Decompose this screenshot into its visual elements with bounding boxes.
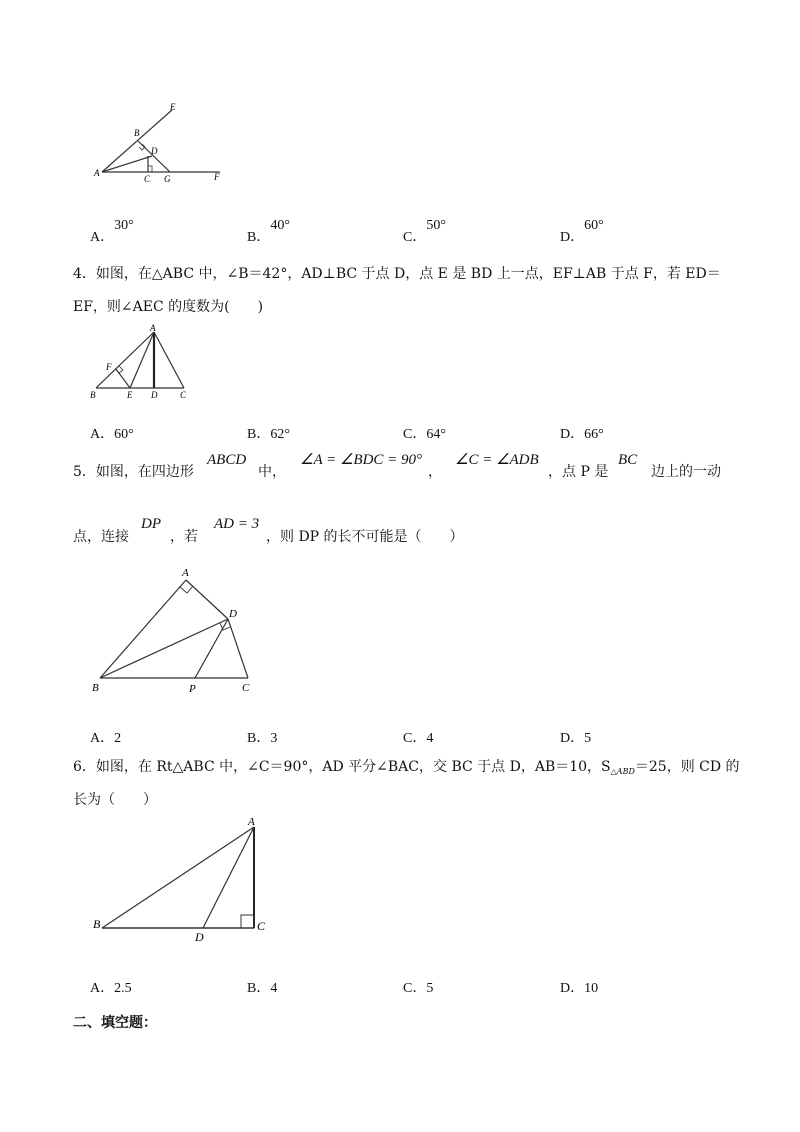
section-heading-fill-in: 二、填空题： [73,1015,157,1031]
fig4-label-c: C [180,390,187,400]
option-letter: C． [403,981,427,996]
q5-line2-b: ，若 [170,529,198,545]
q4-option-c[interactable] [403,423,446,443]
q6-area-subscript: △ABD [610,767,635,776]
option-letter: A． [90,230,115,245]
fig6-label-a: A [248,816,255,828]
q5-option-d[interactable] [560,727,591,747]
option-value: 40° [270,218,290,233]
q3-option-c[interactable] [403,218,446,246]
option-letter: B． [247,981,271,996]
option-letter: D． [560,731,585,746]
option-value: 30° [114,218,134,233]
q5-math-angle-c: ∠C = ∠ADB [455,452,539,468]
option-letter: D． [560,230,585,245]
q4-option-a[interactable] [90,423,134,443]
q4-line1: 4．如图，在△ABC 中，∠B＝42°，AD⊥BC 于点 D，点 E 是 BD 上一点，EF⊥AB 于点 F，若 ED＝ [73,266,721,282]
q5-text-1: 5．如图，在四边形 [73,464,194,480]
option-value: 4 [270,981,278,996]
q4-option-d[interactable] [560,423,604,443]
q5-text-3: ， [428,464,442,480]
q5-math-ad: AD = 3 [214,516,260,532]
q5-text-4: ，点 P 是 [548,464,609,480]
option-letter: A． [90,427,115,442]
fig5-label-a: A [182,567,189,579]
q5-math-dp: DP [141,516,161,532]
option-letter: D． [560,427,585,442]
q3-option-d[interactable] [560,218,604,246]
option-value: 62° [270,427,290,442]
option-value: 5 [584,731,592,746]
fig3-label-f: F [214,172,220,182]
option-value: 2.5 [114,981,132,996]
fig5-label-d: D [229,608,237,620]
q6-option-c[interactable] [403,977,433,997]
q5-math-bc: BC [618,452,638,468]
q6-line2: 长为（ ） [73,792,157,808]
fig6-label-b: B [93,917,101,931]
option-letter: C． [403,427,427,442]
q6-option-d[interactable] [560,977,598,997]
figure-q5 [88,563,268,698]
option-letter: C． [403,230,427,245]
q4-option-b[interactable] [247,423,290,443]
fig4-label-b: B [90,390,96,400]
q5-math-abcd: ABCD [207,452,247,468]
option-letter: D． [560,981,585,996]
fig3-label-c: C [144,174,151,184]
figure-q6 [88,815,288,950]
option-letter: B． [247,427,271,442]
q5-line2-c: ，则 DP 的长不可能是（ ） [266,529,464,545]
q5-option-b[interactable] [247,727,277,747]
fig5-label-p: P [189,683,196,695]
fig4-label-f: F [106,362,112,372]
q6-line1-start: 6．如图，在 Rt△ABC 中，∠C＝90°，AD 平分∠BAC，交 BC 于点 D，AB＝10，S [73,759,611,775]
option-value: 3 [270,731,278,746]
option-value: 4 [426,731,434,746]
q5-line2-a: 点，连接 [73,529,129,545]
q5-text-5: 边上的一动 [651,464,721,480]
fig4-label-a: A [150,323,156,333]
q3-option-a[interactable] [90,218,134,246]
figure-q4 [88,322,198,402]
q6-option-b[interactable] [247,977,277,997]
option-letter: B． [247,731,271,746]
q6-line1 [73,757,740,782]
fig3-label-b: B [134,128,140,138]
fig3-label-g: G [164,174,171,184]
fig6-label-c: C [257,919,266,933]
option-value: 50° [426,218,446,233]
option-value: 2 [114,731,122,746]
option-letter: B． [247,230,271,245]
fig6-label-d: D [195,930,204,944]
option-value: 5 [426,981,434,996]
q5-math-angles: ∠A = ∠BDC = 90° [300,452,423,468]
fig3-label-a: A [94,168,100,178]
q5-option-a[interactable] [90,727,121,747]
q5-text-2: 中， [258,464,286,480]
q5-option-c[interactable] [403,727,433,747]
q6-option-a[interactable] [90,977,132,997]
option-letter: C． [403,731,427,746]
q3-option-b[interactable] [247,218,290,246]
option-value: 64° [426,427,446,442]
fig4-label-d: D [151,390,158,400]
fig3-label-d: D [151,146,158,156]
fig5-label-b: B [92,682,99,694]
q6-line1-end: ＝25，则 CD 的 [634,759,740,775]
figure-q3 [90,100,240,195]
option-letter: A． [90,981,115,996]
q4-line2: EF，则∠AEC 的度数为( ) [73,299,264,315]
option-value: 66° [584,427,604,442]
option-value: 10 [584,981,599,996]
option-value: 60° [114,427,134,442]
option-letter: A． [90,731,115,746]
option-value: 60° [584,218,604,233]
fig4-label-e: E [127,390,133,400]
fig5-label-c: C [242,682,250,694]
fig3-label-e: E [170,102,176,112]
